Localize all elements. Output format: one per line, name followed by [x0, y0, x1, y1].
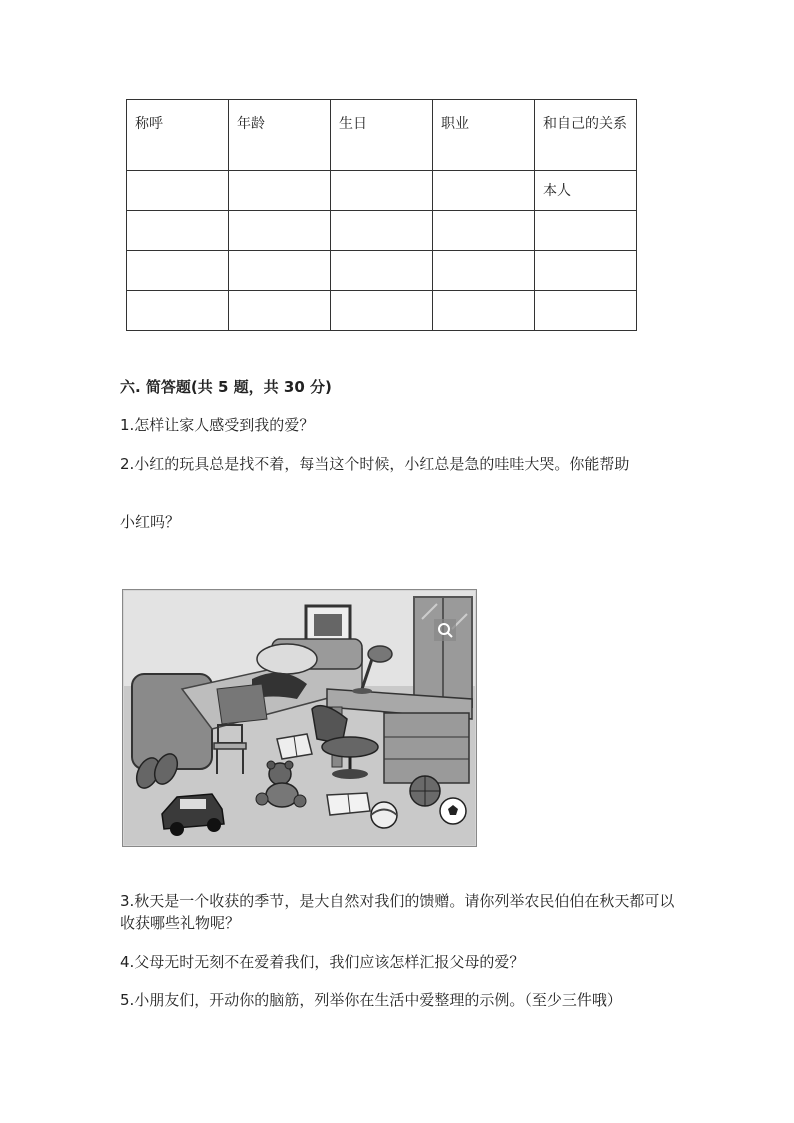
table-cell[interactable]: [127, 291, 229, 331]
table-row: [127, 211, 637, 251]
table-cell[interactable]: [535, 251, 637, 291]
table-cell[interactable]: [331, 211, 433, 251]
table-header-cell: 称呼: [127, 100, 229, 171]
table-header-cell: 职业: [433, 100, 535, 171]
zoom-icon[interactable]: [434, 619, 456, 641]
table-row: [127, 251, 637, 291]
basketball: [410, 776, 440, 806]
open-book: [277, 734, 312, 759]
question-2-line-2: 小红吗？: [120, 513, 181, 531]
question-2-line-1: 2.小红的玩具总是找不着，每当这个时候，小红总是急的哇哇大哭。你能帮助: [120, 455, 630, 473]
table-cell[interactable]: [535, 291, 637, 331]
table-cell[interactable]: [535, 211, 637, 251]
table-cell[interactable]: [331, 171, 433, 211]
table-header-cell: 生日: [331, 100, 433, 171]
table-cell[interactable]: [127, 171, 229, 211]
messy-room-illustration: [122, 589, 477, 847]
beach-ball: [371, 802, 397, 828]
table-row: [127, 291, 637, 331]
family-info-table: [126, 99, 637, 331]
table-cell[interactable]: [229, 291, 331, 331]
table-cell[interactable]: [433, 211, 535, 251]
section-title: 六. 简答题(共 5 题，共 30 分): [120, 378, 332, 396]
table-cell[interactable]: [229, 171, 331, 211]
table-cell[interactable]: [433, 251, 535, 291]
table-cell[interactable]: [331, 291, 433, 331]
question-1: 1.怎样让家人感受到我的爱？: [120, 416, 315, 434]
question-5: 5.小朋友们，开动你的脑筋，列举你在生活中爱整理的示例。（至少三件哦）: [120, 991, 622, 1009]
table-cell[interactable]: [229, 251, 331, 291]
table-header-row: [127, 100, 637, 171]
question-4: 4.父母无时无刻不在爱着我们，我们应该怎样汇报父母的爱？: [120, 953, 525, 971]
table-cell[interactable]: [433, 291, 535, 331]
floor-book: [327, 793, 370, 815]
table-cell[interactable]: [331, 251, 433, 291]
question-3: 3.秋天是一个收获的季节，是大自然对我们的馈赠。请你列举农民伯伯在秋天都可以收获哪些礼物呢？: [120, 892, 675, 932]
table-row: [127, 171, 637, 211]
window: [414, 597, 472, 707]
table-cell: 本人: [535, 171, 637, 211]
table-cell[interactable]: [127, 251, 229, 291]
table-header-cell: 年龄: [229, 100, 331, 171]
table-cell[interactable]: [127, 211, 229, 251]
table-header-cell: 和自己的关系: [535, 100, 637, 171]
soccer-ball: [440, 798, 466, 824]
table-cell[interactable]: [229, 211, 331, 251]
table-cell[interactable]: [433, 171, 535, 211]
